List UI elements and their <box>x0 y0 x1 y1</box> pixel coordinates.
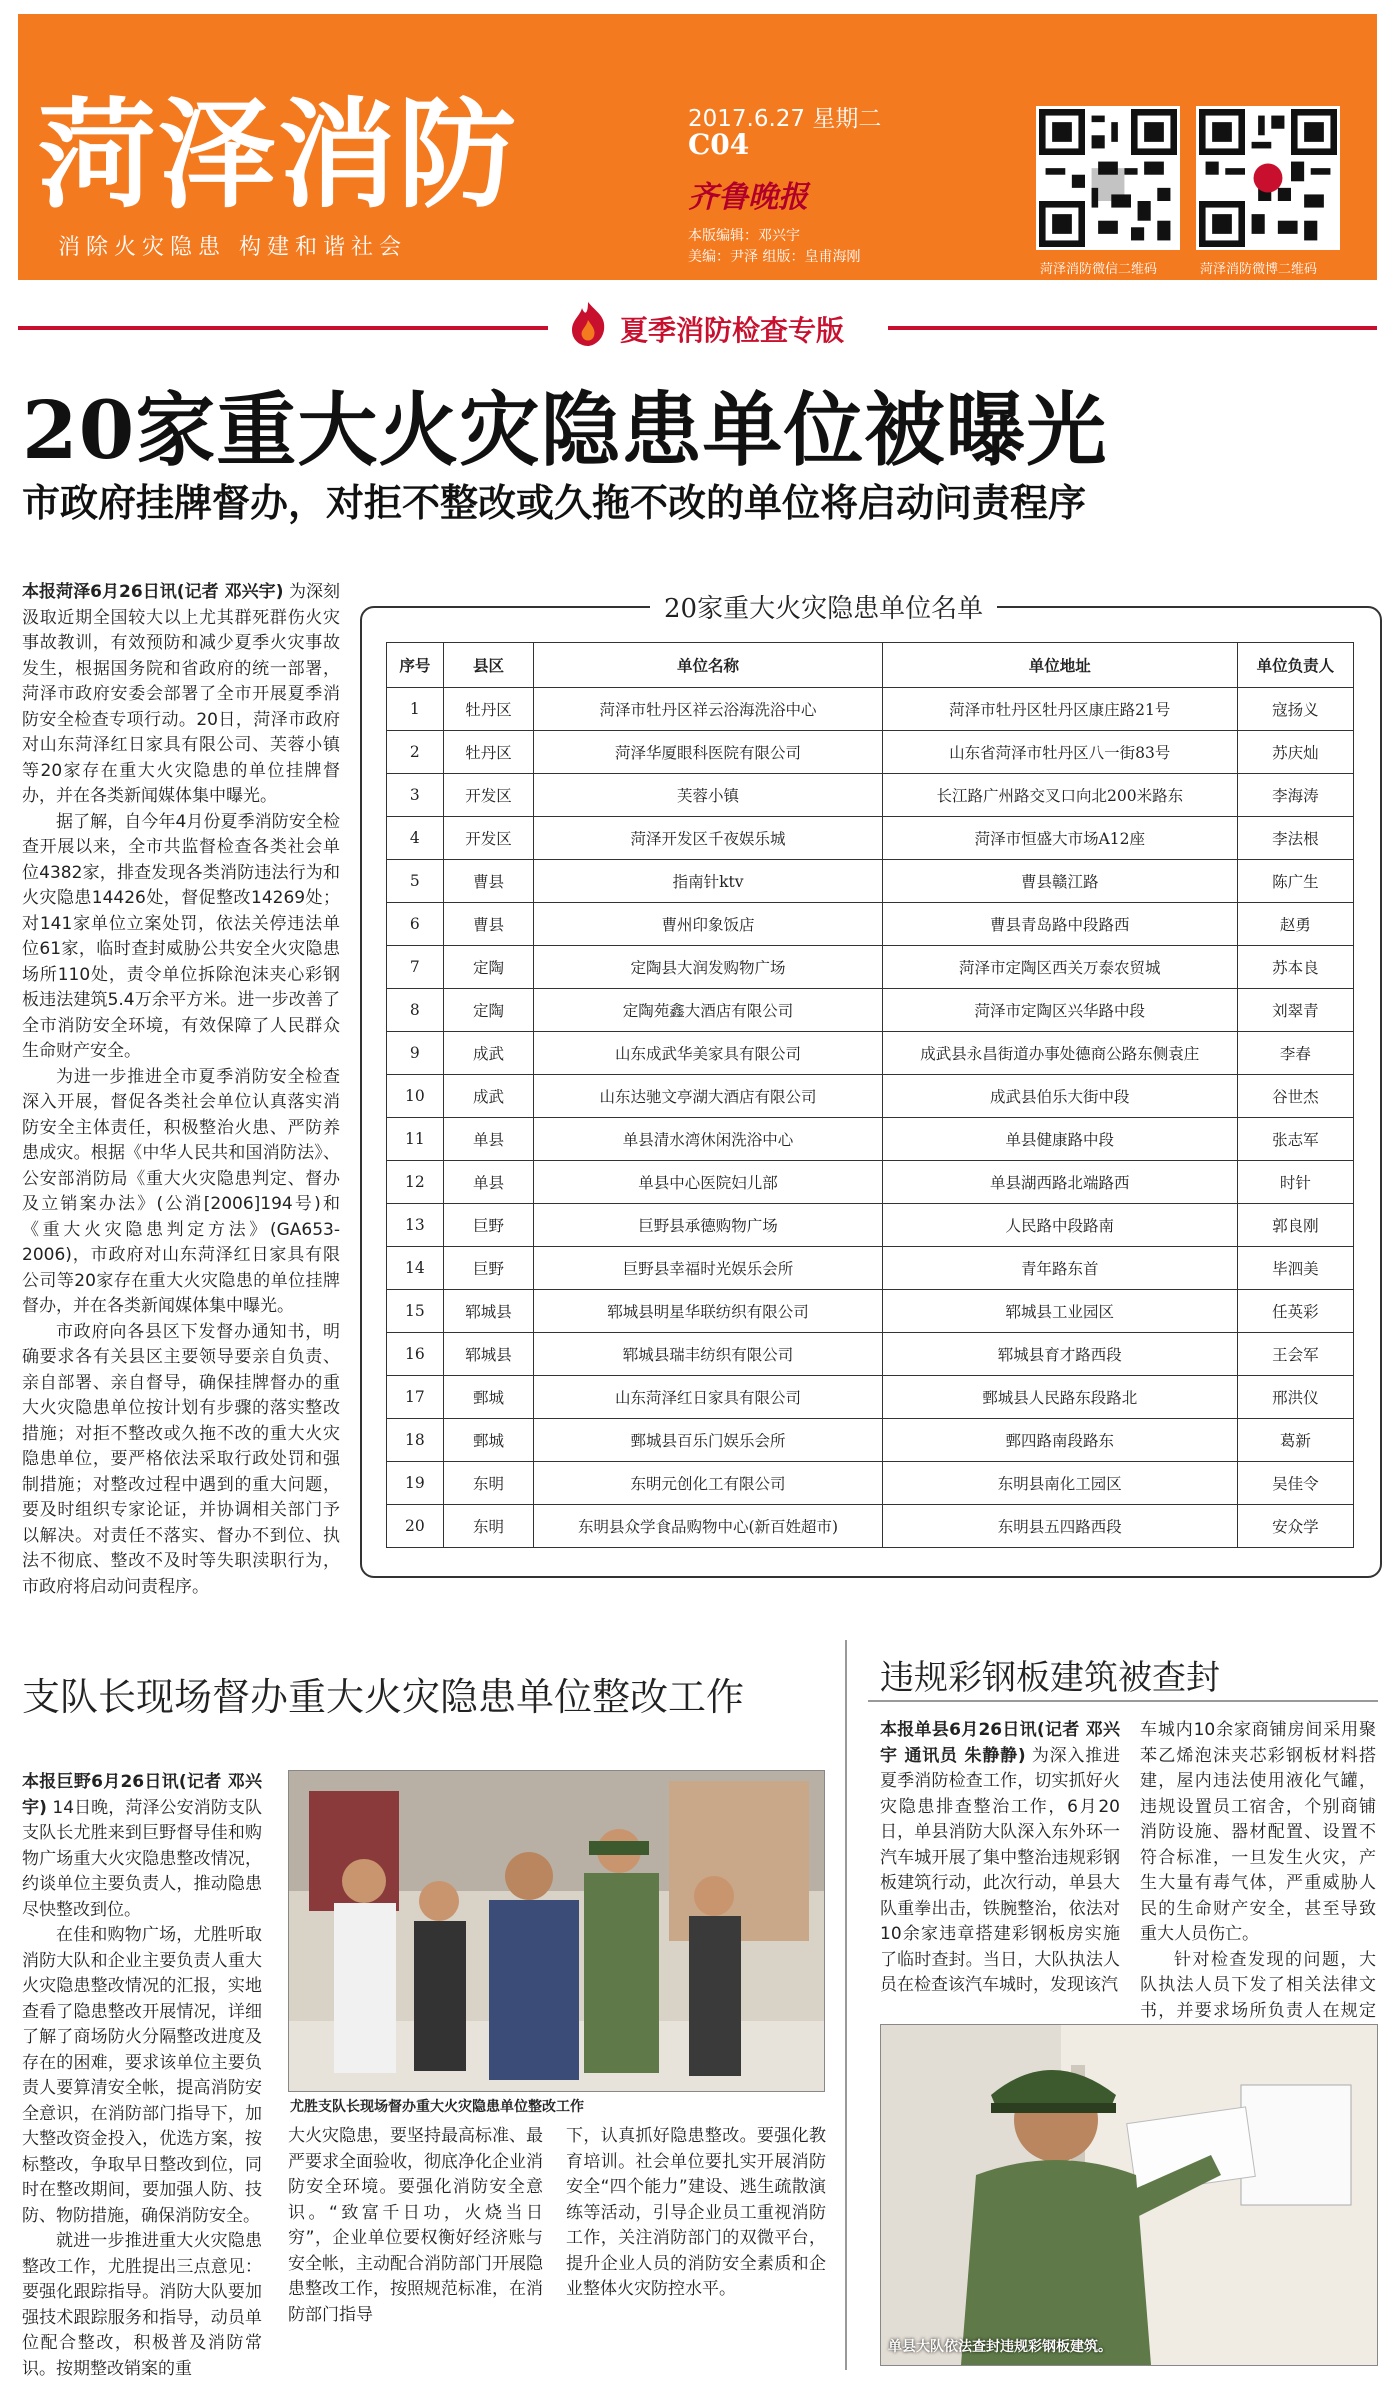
article-column <box>22 1770 262 2382</box>
cell-index: 11 <box>387 1118 444 1161</box>
cell-district: 牡丹区 <box>443 731 533 774</box>
table-row <box>387 946 1354 989</box>
cell-index: 7 <box>387 946 444 989</box>
cell-index: 14 <box>387 1247 444 1290</box>
cell-index: 1 <box>387 688 444 731</box>
table-row <box>387 1161 1354 1204</box>
table-row <box>387 1505 1354 1548</box>
table-row <box>387 1290 1354 1333</box>
column-header: 单位名称 <box>534 643 883 688</box>
cell-unit-name: 巨野县幸福时光娱乐会所 <box>534 1247 883 1290</box>
article-column <box>566 2124 826 2303</box>
cell-unit-name: 山东成武华美家具有限公司 <box>534 1032 883 1075</box>
cell-person: 毕泗美 <box>1237 1247 1353 1290</box>
qr-caption-wechat: 菏泽消防微信二维码 <box>1040 262 1158 277</box>
table-row <box>387 817 1354 860</box>
cell-address: 菏泽市牡丹区牡丹区康庄路21号 <box>882 688 1237 731</box>
article-column <box>880 1718 1120 1999</box>
staff-editor: 本版编辑：邓兴宇 <box>688 228 800 244</box>
cell-address: 单县健康路中段 <box>882 1118 1237 1161</box>
article-column <box>1140 1718 1376 2050</box>
table-row <box>387 1462 1354 1505</box>
article-paragraph: 在佳和购物广场，尤胜听取消防大队和企业主要负责人重大火灾隐患整改情况的汇报，实地查看了隐患整改开展情况，详细了解了商场防火分隔整改进度及存在的困难，要求该单位主要负责人要算清安全帐，提高消防安全意识，在消防部门指导下，加大整改资金投入，优选方案，按标整改，争取早日整改到位，同时在整改期间，要加强人防、技防、物防措施，确保消防安全。 <box>22 1925 262 2226</box>
table-row <box>387 1419 1354 1462</box>
photo-caption: 单县大队依法查封违规彩钢板建筑。 <box>888 2339 1112 2355</box>
cell-address: 成武县伯乐大街中段 <box>882 1075 1237 1118</box>
cell-unit-name: 山东达驰文亭湖大酒店有限公司 <box>534 1075 883 1118</box>
cell-person: 葛新 <box>1237 1419 1353 1462</box>
cell-unit-name: 菏泽市牡丹区祥云浴海洗浴中心 <box>534 688 883 731</box>
cell-address: 东明县五四路西段 <box>882 1505 1237 1548</box>
table-row <box>387 731 1354 774</box>
cell-index: 2 <box>387 731 444 774</box>
cell-index: 8 <box>387 989 444 1032</box>
hazard-units-table <box>386 642 1354 1548</box>
cell-index: 20 <box>387 1505 444 1548</box>
article-title: 违规彩钢板建筑被查封 <box>880 1658 1220 1698</box>
banner-title: 夏季消防检查专版 <box>620 314 845 347</box>
column-divider <box>845 1640 847 2370</box>
cell-index: 16 <box>387 1333 444 1376</box>
cell-person: 赵勇 <box>1237 903 1353 946</box>
cell-unit-name: 山东菏泽红日家具有限公司 <box>534 1376 883 1419</box>
qr-code-icon <box>1196 106 1340 250</box>
cell-district: 曹县 <box>443 903 533 946</box>
cell-unit-name: 菏泽开发区千夜娱乐城 <box>534 817 883 860</box>
cell-address: 鄄城县人民路东段路北 <box>882 1376 1237 1419</box>
article-column <box>288 2124 543 2328</box>
cell-person: 邢洪仪 <box>1237 1376 1353 1419</box>
table-row <box>387 1075 1354 1118</box>
cell-person: 陈广生 <box>1237 860 1353 903</box>
article-paragraph: 14日晚，菏泽公安消防支队支队长尤胜来到巨野督导佳和购物广场重大火灾隐患整改情况，约谈单位主要负责人，推动隐患尽快整改到位。 <box>22 1797 262 1920</box>
article-lead: 本报单县6月26日讯(记者 邓兴宇 通讯员 朱静静) <box>880 1720 1120 1766</box>
cell-address: 长江路广州路交叉口向北200米路东 <box>882 774 1237 817</box>
cell-person: 张志军 <box>1237 1118 1353 1161</box>
cell-unit-name: 曹州印象饭店 <box>534 903 883 946</box>
cell-person: 安众学 <box>1237 1505 1353 1548</box>
sealing-photo <box>880 2024 1378 2366</box>
cell-district: 东明 <box>443 1462 533 1505</box>
cell-district: 单县 <box>443 1161 533 1204</box>
cell-person: 吴佳令 <box>1237 1462 1353 1505</box>
cell-district: 东明 <box>443 1505 533 1548</box>
cell-address: 单县湖西路北端路西 <box>882 1161 1237 1204</box>
table-header-row <box>387 643 1354 688</box>
cell-address: 鄄四路南段路东 <box>882 1419 1237 1462</box>
table-row <box>387 860 1354 903</box>
staff-design: 美编：尹泽 组版：皇甫海刚 <box>688 249 861 265</box>
article-paragraph: 下，认真抓好隐患整改。要强化教育培训。社会单位要扎实开展消防安全“四个能力”建设、逃生疏散演练等活动，引导企业员工重视消防工作，关注消防部门的双微平台，提升企业人员的消防安全素质和企业整体火灾防控水平。 <box>566 2126 826 2299</box>
table-title: 20家重大火灾隐患单位名单 <box>650 588 997 625</box>
cell-district: 巨野 <box>443 1204 533 1247</box>
title-rule <box>868 1700 1378 1702</box>
brand-title: 菏泽消防 <box>38 85 519 224</box>
cell-person: 寇扬义 <box>1237 688 1353 731</box>
cell-district: 成武 <box>443 1032 533 1075</box>
cell-district: 定陶 <box>443 989 533 1032</box>
qr-caption-weibo: 菏泽消防微博二维码 <box>1200 262 1318 277</box>
column-header: 序号 <box>387 643 444 688</box>
cell-index: 15 <box>387 1290 444 1333</box>
cell-person: 刘翠青 <box>1237 989 1353 1032</box>
cell-unit-name: 单县中心医院妇儿部 <box>534 1161 883 1204</box>
cell-person: 谷世杰 <box>1237 1075 1353 1118</box>
article-paragraph: 针对检查发现的问题，大队执法人员下发了相关法律文书，并要求场所负责人在规定 <box>1140 1949 1376 2021</box>
cell-index: 17 <box>387 1376 444 1419</box>
cell-index: 9 <box>387 1032 444 1075</box>
cell-unit-name: 定陶县大润发购物广场 <box>534 946 883 989</box>
publish-date: 2017.6.27 星期二 <box>688 106 882 132</box>
cell-address: 山东省菏泽市牡丹区八一街83号 <box>882 731 1237 774</box>
cell-unit-name: 单县清水湾休闲洗浴中心 <box>534 1118 883 1161</box>
article-lead: 本报菏泽6月26日讯(记者 邓兴宇) <box>22 582 284 602</box>
cell-person: 郭良刚 <box>1237 1204 1353 1247</box>
cell-district: 成武 <box>443 1075 533 1118</box>
inspection-photo <box>288 1770 825 2092</box>
column-header: 单位负责人 <box>1237 643 1353 688</box>
table-row <box>387 1204 1354 1247</box>
table-row <box>387 688 1354 731</box>
table-row <box>387 1247 1354 1290</box>
newspaper-logo: 齐鲁晚报 <box>688 180 808 215</box>
cell-index: 10 <box>387 1075 444 1118</box>
cell-person: 王会军 <box>1237 1333 1353 1376</box>
cell-index: 3 <box>387 774 444 817</box>
qr-code-icon <box>1036 106 1180 250</box>
cell-address: 人民路中段路南 <box>882 1204 1237 1247</box>
cell-unit-name: 芙蓉小镇 <box>534 774 883 817</box>
article-paragraph: 为深入推进夏季消防检查工作，切实抓好火灾隐患排查整治工作，6月20日，单县消防大队深入东外环一汽车城开展了集中整治违规彩钢板建筑行动，此次行动，单县大队重拳出击，铁腕整治，依法对10余家违章搭建彩钢板房实施了临时查封。当日，大队执法人员在检查该汽车城时，发现该汽 <box>880 1745 1121 1995</box>
article-paragraph: 为深刻汲取近期全国较大以上尤其群死群伤火灾事故教训，有效预防和减少夏季火灾事故发生，根据国务院和省政府的统一部署，菏泽市政府安委会部署了全市开展夏季消防安全检查专项行动。20日，菏泽市政府对山东菏泽红日家具有限公司、芙蓉小镇等20家存在重大火灾隐患的单位挂牌督办，并在各类新闻媒体集中曝光。 <box>22 582 341 806</box>
slogan: 消除火灾隐患 构建和谐社会 <box>58 235 407 260</box>
cell-person: 李海涛 <box>1237 774 1353 817</box>
page-headline: 20家重大火灾隐患单位被曝光 <box>22 383 1108 477</box>
cell-person: 李法根 <box>1237 817 1353 860</box>
article-title: 支队长现场督办重大火灾隐患单位整改工作 <box>22 1675 745 1719</box>
cell-address: 青年路东首 <box>882 1247 1237 1290</box>
cell-district: 定陶 <box>443 946 533 989</box>
cell-address: 菏泽市定陶区西关万泰农贸城 <box>882 946 1237 989</box>
cell-district: 鄄城 <box>443 1419 533 1462</box>
cell-unit-name: 定陶苑鑫大酒店有限公司 <box>534 989 883 1032</box>
table-row <box>387 989 1354 1032</box>
cell-address: 成武县永昌街道办事处德商公路东侧袁庄 <box>882 1032 1237 1075</box>
article-paragraph: 大火灾隐患，要坚持最高标准、最严要求全面验收，彻底净化企业消防安全环境。要强化消防安全意识。“致富千日功，火烧当日穷”，企业单位要权衡好经济账与安全帐，主动配合消防部门开展隐患整改工作，按照规范标准，在消防部门指导 <box>288 2126 543 2325</box>
cell-district: 曹县 <box>443 860 533 903</box>
page-number: C04 <box>688 128 750 161</box>
cell-address: 菏泽市恒盛大市场A12座 <box>882 817 1237 860</box>
photo-caption: 尤胜支队长现场督办重大火灾隐患单位整改工作 <box>290 2099 584 2115</box>
article-main <box>22 580 340 1600</box>
cell-district: 开发区 <box>443 774 533 817</box>
cell-address: 东明县南化工园区 <box>882 1462 1237 1505</box>
article-paragraph: 就进一步推进重大火灾隐患整改工作，尤胜提出三点意见：要强化跟踪指导。消防大队要加强技术跟踪服务和指导，动员单位配合整改，积极普及消防常识。按期整改销案的重 <box>22 2231 262 2379</box>
cell-district: 开发区 <box>443 817 533 860</box>
cell-index: 19 <box>387 1462 444 1505</box>
cell-district: 单县 <box>443 1118 533 1161</box>
article-paragraph: 车城内10余家商铺房间采用聚苯乙烯泡沫夹芯彩钢板材料搭建，屋内违法使用液化气罐，违规设置员工宿舍，个别商铺消防设施、器材配置、设置不符合标准，一旦发生火灾，产生大量有毒气体，严重威胁人民的生命财产安全，甚至导致重大人员伤亡。 <box>1140 1720 1376 1944</box>
cell-district: 鄄城 <box>443 1376 533 1419</box>
cell-unit-name: 鄄城县百乐门娱乐会所 <box>534 1419 883 1462</box>
cell-index: 18 <box>387 1419 444 1462</box>
cell-index: 6 <box>387 903 444 946</box>
cell-index: 4 <box>387 817 444 860</box>
article-paragraph: 为进一步推进全市夏季消防安全检查深入开展，督促各类社会单位认真落实消防安全主体责任，积极整治火患、严防养患成灾。根据《中华人民共和国消防法》、公安部消防局《重大火灾隐患判定、督办及立销案办法》(公消[2006]194号)和《重大火灾隐患判定方法》(GA653-2006)，市政府对山东菏泽红日家具有限公司等20家存在重大火灾隐患的单位挂牌督办，并在各类新闻媒体集中曝光。 <box>22 1066 340 1316</box>
cell-district: 郓城县 <box>443 1290 533 1333</box>
cell-district: 郓城县 <box>443 1333 533 1376</box>
page-subheadline: 市政府挂牌督办，对拒不整改或久拖不改的单位将启动问责程序 <box>22 480 1087 525</box>
cell-index: 12 <box>387 1161 444 1204</box>
cell-person: 任英彩 <box>1237 1290 1353 1333</box>
cell-person: 时针 <box>1237 1161 1353 1204</box>
cell-unit-name: 郓城县明星华联纺织有限公司 <box>534 1290 883 1333</box>
column-header: 县区 <box>443 643 533 688</box>
cell-district: 牡丹区 <box>443 688 533 731</box>
cell-index: 13 <box>387 1204 444 1247</box>
table-row <box>387 1118 1354 1161</box>
table-row <box>387 774 1354 817</box>
cell-address: 郓城县育才路西段 <box>882 1333 1237 1376</box>
cell-unit-name: 东明县众学食品购物中心(新百姓超市) <box>534 1505 883 1548</box>
cell-index: 5 <box>387 860 444 903</box>
table-row <box>387 1032 1354 1075</box>
cell-unit-name: 巨野县承德购物广场 <box>534 1204 883 1247</box>
cell-person: 李春 <box>1237 1032 1353 1075</box>
cell-address: 菏泽市定陶区兴华路中段 <box>882 989 1237 1032</box>
cell-person: 苏本良 <box>1237 946 1353 989</box>
table-row <box>387 903 1354 946</box>
cell-address: 曹县赣江路 <box>882 860 1237 903</box>
cell-unit-name: 菏泽华厦眼科医院有限公司 <box>534 731 883 774</box>
column-header: 单位地址 <box>882 643 1237 688</box>
table-row <box>387 1376 1354 1419</box>
article-lead: 本报巨野6月26日讯(记者 邓兴宇) <box>22 1772 262 1818</box>
cell-address: 郓城县工业园区 <box>882 1290 1237 1333</box>
article-paragraph: 市政府向各县区下发督办通知书，明确要求各有关县区主要领导要亲自负责、亲自部署、亲自督导，确保挂牌督办的重大火灾隐患单位按计划有步骤的落实整改措施；对拒不整改或久拖不改的重大火灾隐患单位，要严格依法采取行政处罚和强制措施；对整改过程中遇到的重大问题，要及时组织专家论证，并协调相关部门予以解决。对责任不落实、督办不到位、执法不彻底、整改不及时等失职渎职行为，市政府将启动问责程序。 <box>22 1321 340 1597</box>
article-paragraph: 据了解，自今年4月份夏季消防安全检查开展以来，全市共监督检查各类社会单位4382家，排查发现各类消防违法行为和火灾隐患14426处，督促整改14269处；对141家单位立案处罚，依法关停违法单位61家，临时查封威胁公共安全火灾隐患场所110处，责令单位拆除泡沫夹心彩钢板违法建筑5.4万余平方米。进一步改善了全市消防安全环境，有效保障了人民群众生命财产安全。 <box>22 811 340 1061</box>
fire-logo-icon <box>562 298 614 354</box>
cell-district: 巨野 <box>443 1247 533 1290</box>
cell-unit-name: 指南针ktv <box>534 860 883 903</box>
cell-unit-name: 郓城县瑞丰纺织有限公司 <box>534 1333 883 1376</box>
cell-address: 曹县青岛路中段路西 <box>882 903 1237 946</box>
cell-person: 苏庆灿 <box>1237 731 1353 774</box>
table-row <box>387 1333 1354 1376</box>
cell-unit-name: 东明元创化工有限公司 <box>534 1462 883 1505</box>
